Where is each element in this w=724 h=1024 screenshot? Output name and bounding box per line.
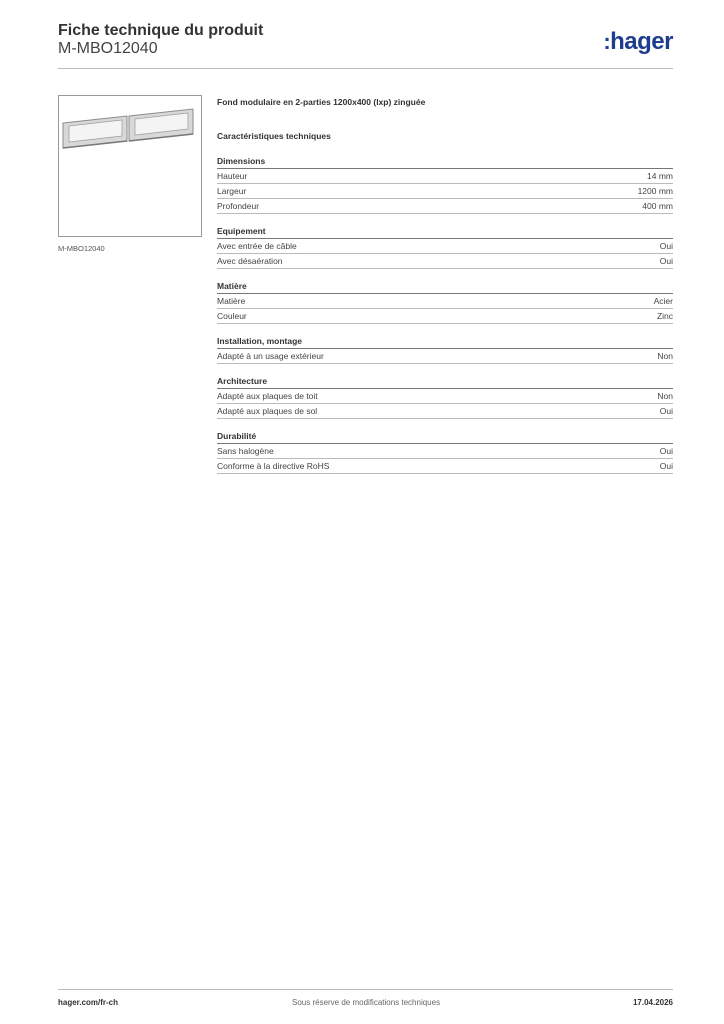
footer-notice: Sous réserve de modifications techniques [292, 998, 441, 1007]
header-divider [58, 68, 673, 69]
spec-label: Avec désaération [217, 256, 283, 266]
spec-label: Profondeur [217, 201, 260, 211]
spec-row [217, 169, 673, 184]
spec-label: Hauteur [217, 171, 248, 181]
spec-row [217, 184, 673, 199]
section-durabilite [217, 429, 673, 474]
spec-value: Oui [659, 241, 673, 251]
spec-value: Oui [659, 256, 673, 266]
page-title: Fiche technique du produit [58, 22, 264, 39]
section-title: Matière [217, 279, 673, 294]
spec-value: Non [657, 351, 673, 361]
spec-label: Adapté à un usage extérieur [217, 351, 324, 361]
product-details [217, 95, 673, 474]
spec-value: 1200 mm [637, 186, 673, 196]
spec-row [217, 199, 673, 214]
section-matiere [217, 279, 673, 324]
footer-date: 17.04.2026 [632, 998, 673, 1007]
specs-heading: Caractéristiques techniques [217, 131, 331, 141]
product-reference: M-MBO12040 [58, 40, 158, 57]
spec-label: Couleur [217, 311, 247, 321]
spec-value: Oui [659, 461, 673, 471]
product-title: Fond modulaire en 2-parties 1200x400 (lxp) zinguée [217, 97, 426, 107]
spec-row [217, 389, 673, 404]
section-equipement [217, 224, 673, 269]
hager-logo: :hager [603, 28, 673, 55]
spec-label: Largeur [217, 186, 247, 196]
footer-website-link[interactable]: hager.com/fr-ch [58, 998, 119, 1007]
spec-value: 14 mm [647, 171, 673, 181]
document-header [58, 22, 673, 68]
section-dimensions [217, 154, 673, 214]
product-image [58, 95, 202, 237]
section-title: Durabilité [217, 429, 673, 444]
spec-label: Avec entrée de câble [217, 241, 297, 251]
spec-label: Matière [217, 296, 246, 306]
spec-value: Non [657, 391, 673, 401]
spec-value: Zinc [656, 311, 673, 321]
spec-row [217, 309, 673, 324]
spec-label: Adapté aux plaques de toit [217, 391, 318, 401]
spec-row [217, 404, 673, 419]
spec-value: 400 mm [642, 201, 673, 211]
spec-row [217, 444, 673, 459]
spec-value: Oui [659, 446, 673, 456]
spec-row [217, 349, 673, 364]
spec-row [217, 239, 673, 254]
logo-text: hager [610, 28, 673, 55]
modular-base-plate-illustration [59, 96, 203, 238]
spec-label: Sans halogène [217, 446, 274, 456]
spec-row [217, 294, 673, 309]
section-architecture [217, 374, 673, 419]
spec-value: Acier [653, 296, 673, 306]
image-caption: M-MBO12040 [58, 244, 105, 253]
section-title: Installation, montage [217, 334, 673, 349]
section-installation [217, 334, 673, 364]
spec-row [217, 254, 673, 269]
footer-divider [58, 989, 673, 990]
spec-row [217, 459, 673, 474]
section-title: Dimensions [217, 154, 673, 169]
spec-label: Adapté aux plaques de sol [217, 406, 318, 416]
section-title: Equipement [217, 224, 673, 239]
section-title: Architecture [217, 374, 673, 389]
spec-value: Oui [659, 406, 673, 416]
spec-label: Conforme à la directive RoHS [217, 461, 330, 471]
